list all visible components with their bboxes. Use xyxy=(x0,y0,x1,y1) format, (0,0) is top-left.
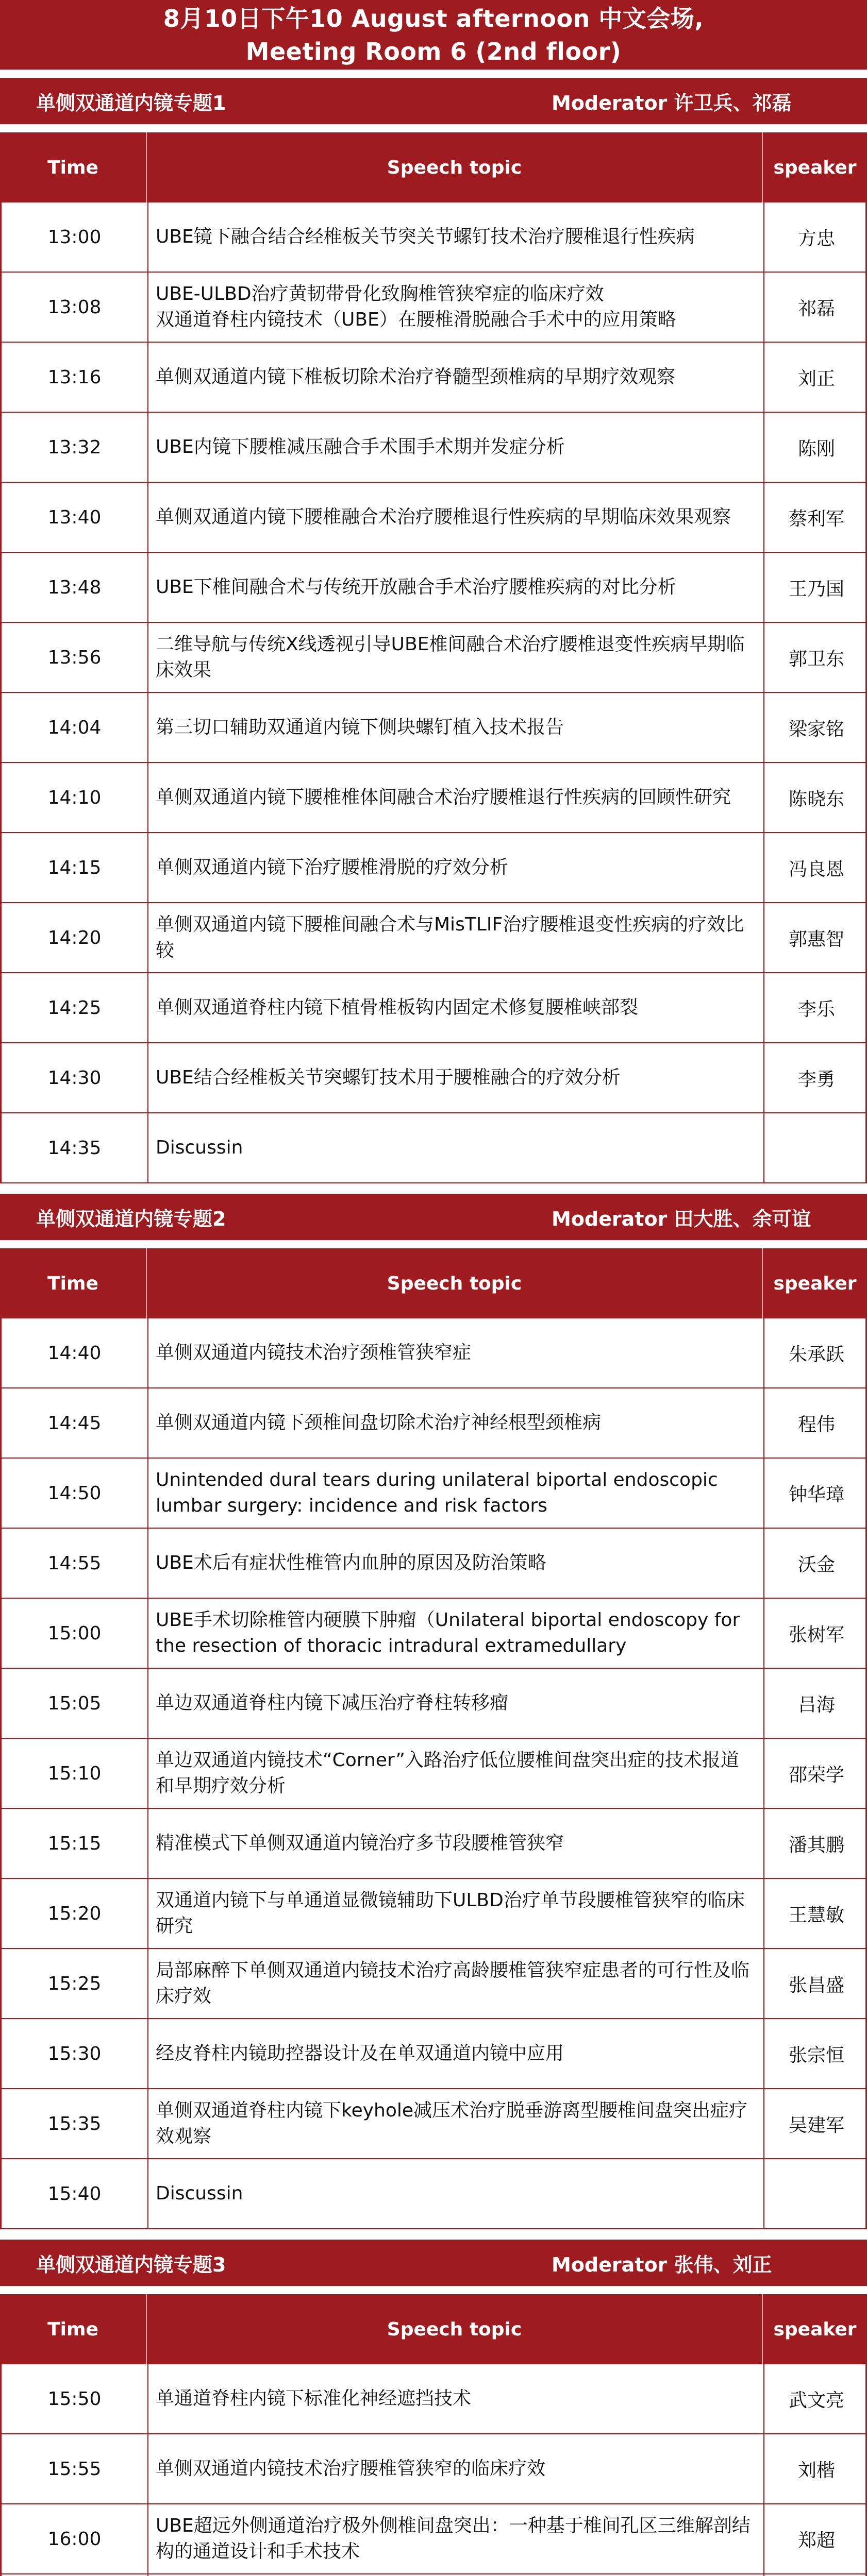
row-topic: UBE内镜下腰椎减压融合手术围手术期并发症分析 xyxy=(148,413,764,482)
column-header-speaker: speaker xyxy=(773,1273,857,1294)
row-time: 15:10 xyxy=(2,1739,148,1808)
row-time: 13:16 xyxy=(2,343,148,412)
section-separator xyxy=(0,1183,867,1194)
row-topic: Discussin xyxy=(148,1113,764,1182)
row-topic: 二维导航与传统X线透视引导UBE椎间融合术治疗腰椎退变性疾病早期临床效果 xyxy=(148,623,764,692)
section-gap xyxy=(0,1240,867,1248)
row-speaker: 沃金 xyxy=(797,1554,835,1575)
row-topic: UBE手术切除椎管内硬膜下肿瘤（Unilateral biportal endoscopy for the resection of thoracic intradural extramedullary xyxy=(148,1599,764,1668)
table-row xyxy=(0,1529,867,1599)
row-topic: 单侧双通道脊柱内镜下keyhole减压术治疗脱垂游离型腰椎间盘突出症疗效观察 xyxy=(148,2089,764,2158)
header-gap xyxy=(0,70,867,78)
row-topic: 局部麻醉下单侧双通道内镜技术治疗高龄腰椎管狭窄症患者的可行性及临床疗效 xyxy=(148,1949,764,2018)
table-header-row xyxy=(0,1248,867,1318)
row-topic: 单侧双通道内镜技术治疗腰椎管狭窄的临床疗效 xyxy=(148,2434,764,2503)
row-speaker: 郭卫东 xyxy=(788,648,844,670)
table-row xyxy=(0,413,867,483)
row-topic: Unintended dural tears during unilateral biportal endoscopic lumbar surgery: incidence and risk factors xyxy=(148,1459,764,1528)
row-time: 14:40 xyxy=(2,1318,148,1387)
row-speaker: 王乃国 xyxy=(788,578,844,600)
row-topic: 经皮脊柱内镜助控器设计及在单双通道内镜中应用 xyxy=(148,2019,764,2088)
row-topic: 单侧双通道内镜下腰椎椎体间融合术治疗腰椎退行性疾病的回顾性研究 xyxy=(148,763,764,832)
row-speaker: 张昌盛 xyxy=(788,1974,844,1996)
row-topic: UBE下椎间融合术与传统开放融合手术治疗腰椎疾病的对比分析 xyxy=(148,553,764,622)
table-row xyxy=(0,1739,867,1809)
column-header-speaker: speaker xyxy=(773,2318,857,2340)
row-speaker: 武文亮 xyxy=(788,2389,844,2411)
row-time: 14:10 xyxy=(2,763,148,832)
row-time: 14:55 xyxy=(2,1529,148,1598)
row-topic: Discussin xyxy=(148,2159,764,2228)
column-header-topic: Speech topic xyxy=(147,1248,763,1318)
sections-container xyxy=(0,78,867,2576)
table-row xyxy=(0,693,867,763)
section-gap xyxy=(0,124,867,132)
row-speaker: 钟华璋 xyxy=(788,1484,844,1505)
section-title-band xyxy=(0,1194,867,1240)
table-row xyxy=(0,273,867,343)
row-time: 13:00 xyxy=(2,202,148,272)
section-title-band xyxy=(0,78,867,124)
row-time: 15:30 xyxy=(2,2019,148,2088)
row-time: 14:04 xyxy=(2,693,148,762)
row-topic: 精准模式下单侧双通道内镜治疗多节段腰椎管狭窄 xyxy=(148,1809,764,1878)
row-topic: 单侧双通道内镜技术治疗颈椎管狭窄症 xyxy=(148,1318,764,1387)
row-speaker xyxy=(764,2159,867,2228)
row-speaker: 李乐 xyxy=(797,998,835,1020)
row-speaker: 吴建军 xyxy=(788,2114,844,2136)
row-speaker: 刘楷 xyxy=(797,2460,835,2481)
row-time: 13:48 xyxy=(2,553,148,622)
row-topic: 单侧双通道内镜下椎板切除术治疗脊髓型颈椎病的早期疗效观察 xyxy=(148,343,764,412)
row-speaker: 程伟 xyxy=(797,1414,835,1435)
row-topic: 单边双通道脊柱内镜下减压治疗脊柱转移瘤 xyxy=(148,1669,764,1738)
row-time: 16:00 xyxy=(2,2504,148,2573)
row-time: 14:15 xyxy=(2,833,148,902)
table-row xyxy=(0,623,867,693)
table-row xyxy=(0,2089,867,2159)
column-header-time: Time xyxy=(0,2294,147,2364)
column-header-topic: Speech topic xyxy=(147,2294,763,2364)
row-speaker: 张树军 xyxy=(788,1624,844,1646)
row-time: 15:40 xyxy=(2,2159,148,2228)
row-time: 13:40 xyxy=(2,483,148,552)
table-row xyxy=(0,1113,867,1183)
row-speaker: 王慧敏 xyxy=(788,1904,844,1926)
row-time: 15:55 xyxy=(2,2434,148,2503)
section-title: 单侧双通道内镜专题3 xyxy=(36,2253,226,2276)
row-time: 15:35 xyxy=(2,2089,148,2158)
table-row xyxy=(0,1599,867,1669)
row-speaker: 李勇 xyxy=(797,1069,835,1090)
table-row xyxy=(0,202,867,273)
row-speaker: 吕海 xyxy=(797,1694,835,1716)
session-header xyxy=(0,0,867,70)
session-room-line: Meeting Room 6 (2nd floor) xyxy=(245,37,622,65)
table-row xyxy=(0,763,867,833)
row-speaker: 蔡利军 xyxy=(788,508,844,530)
column-header-topic: Speech topic xyxy=(147,132,763,202)
row-time: 14:25 xyxy=(2,973,148,1042)
table-header-row xyxy=(0,132,867,202)
row-topic: 双通道内镜下与单通道显微镜辅助下ULBD治疗单节段腰椎管狭窄的临床研究 xyxy=(148,1879,764,1948)
table-row xyxy=(0,483,867,553)
section-separator xyxy=(0,2229,867,2240)
row-topic: 单侧双通道内镜下腰椎融合术治疗腰椎退行性疾病的早期临床效果观察 xyxy=(148,483,764,552)
row-topic: 单边双通道内镜技术“Corner”入路治疗低位腰椎间盘突出症的技术报道和早期疗效分析 xyxy=(148,1739,764,1808)
row-time: 14:50 xyxy=(2,1459,148,1528)
section-title: 单侧双通道内镜专题1 xyxy=(36,91,226,114)
section-moderator: Moderator 许卫兵、祁磊 xyxy=(552,91,792,114)
table-row xyxy=(0,1318,867,1388)
column-header-time: Time xyxy=(0,132,147,202)
row-topic: 单侧双通道内镜下治疗腰椎滑脱的疗效分析 xyxy=(148,833,764,902)
row-speaker: 方忠 xyxy=(797,228,835,249)
row-speaker: 邵荣学 xyxy=(788,1764,844,1786)
row-speaker: 潘其鹏 xyxy=(788,1834,844,1856)
row-speaker: 朱承跃 xyxy=(788,1344,844,1365)
row-time: 15:20 xyxy=(2,1879,148,1948)
row-speaker: 陈晓东 xyxy=(788,788,844,810)
table-row xyxy=(0,1388,867,1459)
row-speaker: 刘正 xyxy=(797,368,835,389)
row-time: 15:00 xyxy=(2,1599,148,1668)
row-time: 14:35 xyxy=(2,1113,148,1182)
row-time: 15:50 xyxy=(2,2364,148,2433)
table-row xyxy=(0,1949,867,2019)
row-topic: 单通道脊柱内镜下标准化神经遮挡技术 xyxy=(148,2364,764,2433)
row-time: 14:30 xyxy=(2,1043,148,1112)
row-topic: UBE-ULBD治疗黄韧带骨化致胸椎管狭窄症的临床疗效 双通道脊柱内镜技术（UBE）在腰椎滑脱融合手术中的应用策略 xyxy=(148,273,764,342)
section-gap xyxy=(0,2286,867,2294)
row-topic: 单侧双通道内镜下颈椎间盘切除术治疗神经根型颈椎病 xyxy=(148,1388,764,1458)
table-row xyxy=(0,903,867,973)
row-topic: 单侧双通道内镜下腰椎间融合术与MisTLIF治疗腰椎退变性疾病的疗效比较 xyxy=(148,903,764,972)
row-time: 15:05 xyxy=(2,1669,148,1738)
table-row xyxy=(0,973,867,1043)
table-row xyxy=(0,2434,867,2504)
row-speaker: 张宗恒 xyxy=(788,2044,844,2066)
row-speaker: 郑超 xyxy=(797,2530,835,2551)
table-row xyxy=(0,1879,867,1949)
table-row xyxy=(0,553,867,623)
table-row xyxy=(0,1809,867,1879)
table-row xyxy=(0,1669,867,1739)
row-time: 13:56 xyxy=(2,623,148,692)
column-header-speaker: speaker xyxy=(773,157,857,178)
row-speaker: 梁家铭 xyxy=(788,718,844,740)
row-speaker: 郭惠智 xyxy=(788,928,844,950)
table-row xyxy=(0,2504,867,2574)
section-moderator: Moderator 张伟、刘正 xyxy=(552,2253,772,2276)
row-time: 15:25 xyxy=(2,1949,148,2018)
table-row xyxy=(0,2364,867,2434)
row-topic: 第三切口辅助双通道内镜下侧块螺钉植入技术报告 xyxy=(148,693,764,762)
row-topic: UBE结合经椎板关节突螺钉技术用于腰椎融合的疗效分析 xyxy=(148,1043,764,1112)
section-moderator: Moderator 田大胜、余可谊 xyxy=(552,1207,811,1230)
row-time: 15:15 xyxy=(2,1809,148,1878)
row-speaker: 陈刚 xyxy=(797,438,835,460)
session-date-line: 8月10日下午10 August afternoon 中文会场, xyxy=(163,4,704,32)
row-speaker: 祁磊 xyxy=(797,298,835,319)
row-time: 13:32 xyxy=(2,413,148,482)
table-row xyxy=(0,2019,867,2089)
table-row xyxy=(0,2159,867,2229)
table-row xyxy=(0,1459,867,1529)
row-time: 14:45 xyxy=(2,1388,148,1458)
table-header-row xyxy=(0,2294,867,2364)
row-topic: 单侧双通道脊柱内镜下植骨椎板钩内固定术修复腰椎峡部裂 xyxy=(148,973,764,1042)
table-row xyxy=(0,1043,867,1113)
row-time: 13:08 xyxy=(2,273,148,342)
section-title-band xyxy=(0,2240,867,2286)
section-title: 单侧双通道内镜专题2 xyxy=(36,1207,226,1230)
row-topic: UBE超远外侧通道治疗极外侧椎间盘突出：一种基于椎间孔区三维解剖结构的通道设计和手术技术 xyxy=(148,2504,764,2573)
row-time: 14:20 xyxy=(2,903,148,972)
column-header-time: Time xyxy=(0,1248,147,1318)
row-speaker: 冯良恩 xyxy=(788,858,844,880)
row-speaker xyxy=(764,1113,867,1182)
table-row xyxy=(0,833,867,903)
row-topic: UBE镜下融合结合经椎板关节突关节螺钉技术治疗腰椎退行性疾病 xyxy=(148,202,764,272)
table-row xyxy=(0,343,867,413)
row-topic: UBE术后有症状性椎管内血肿的原因及防治策略 xyxy=(148,1529,764,1598)
